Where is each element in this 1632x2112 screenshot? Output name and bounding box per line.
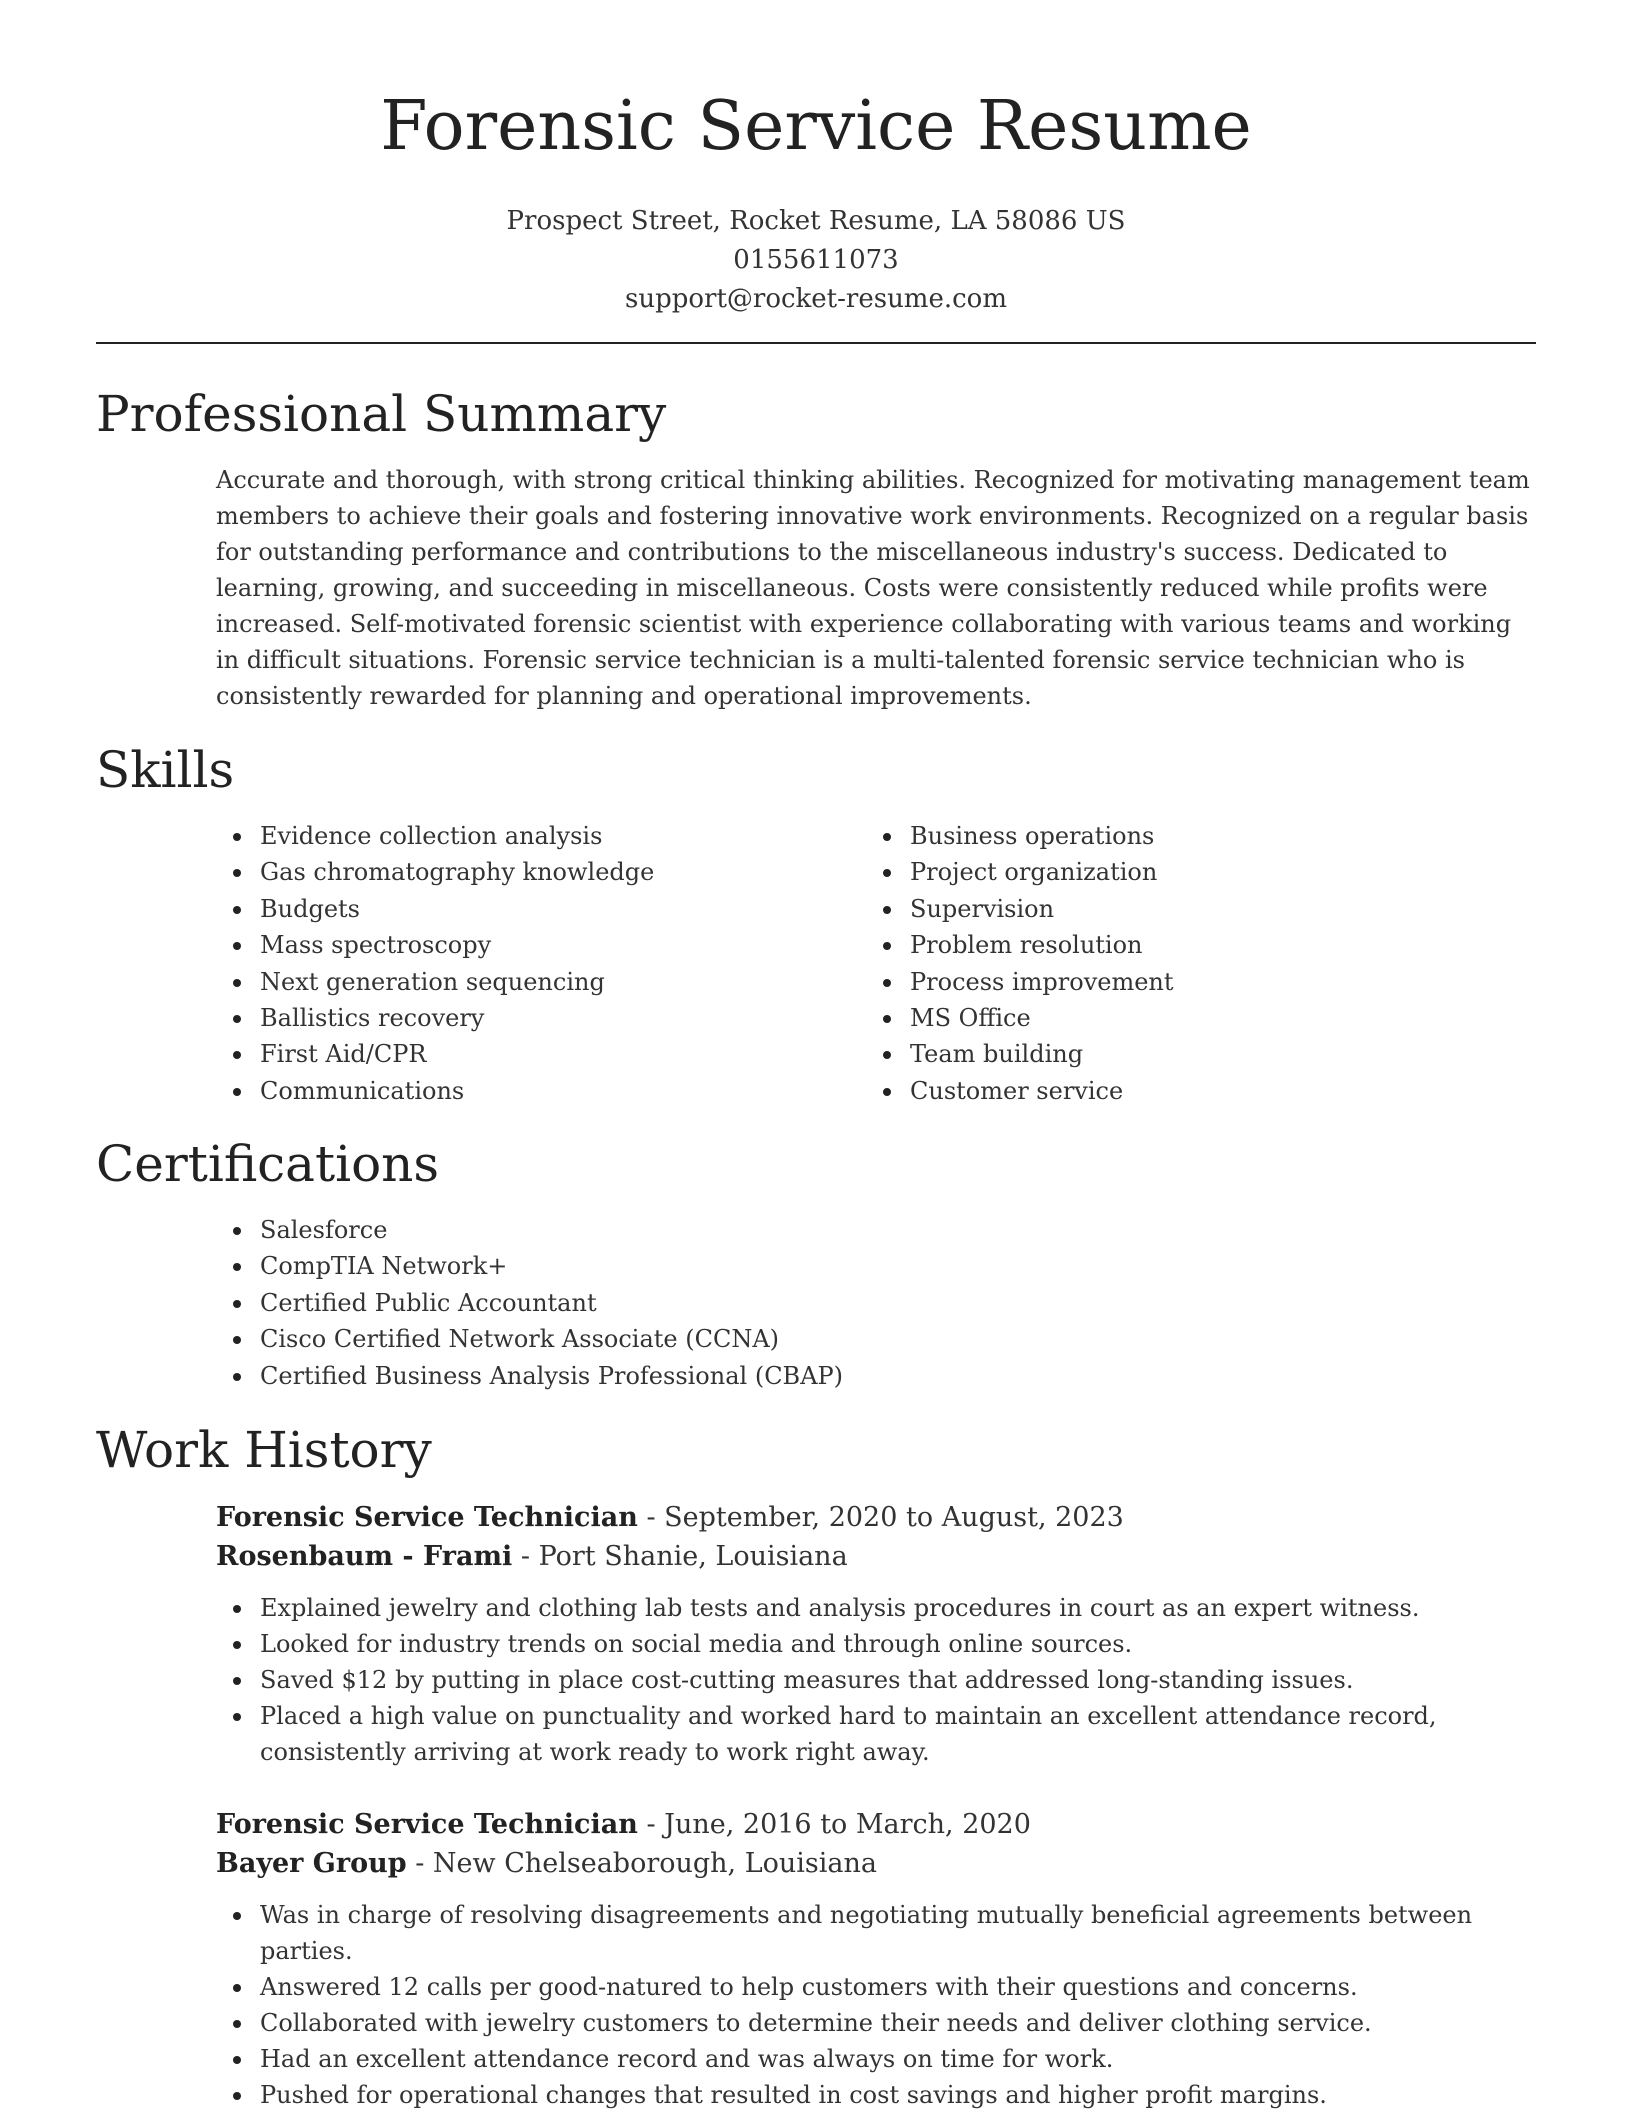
job-title: Forensic Service Technician xyxy=(216,1809,638,1840)
certification-item: Salesforce xyxy=(216,1212,1536,1248)
summary-text: Accurate and thorough, with strong critical thinking abilities. Recognized for motivating management team members to achieve their goals and fostering innovative work environments. Recognized on a regular basis for outstanding performance and contributions to the miscellaneous industry's success. Dedicated to learning, growing, and succeeding in miscellaneous. Costs were consistently reduced while profits were increased. Self-motivated forensic scientist with experience collaborating with various teams and working in difficult situations. Forensic service technician is a multi-talented forensic service technician who is consistently rewarded for planning and operational improvements. xyxy=(216,466,1530,710)
skill-item: Evidence collection analysis xyxy=(216,818,856,854)
email: support@rocket-resume.com xyxy=(624,284,1007,314)
job-bullet: Had an excellent attendance record and was always on time for work. xyxy=(216,2041,1536,2077)
certifications-list xyxy=(216,1212,1536,1394)
job-bullet: Explained jewelry and clothing lab tests and analysis procedures in court as an expert witness. xyxy=(216,1590,1536,1626)
job-location: - Port Shanie, Louisiana xyxy=(512,1541,848,1572)
skill-item: First Aid/CPR xyxy=(216,1036,856,1072)
skill-item: Budgets xyxy=(216,891,856,927)
skill-item: Gas chromatography knowledge xyxy=(216,854,856,890)
certification-item: Cisco Certified Network Associate (CCNA) xyxy=(216,1321,1536,1357)
job-title: Forensic Service Technician xyxy=(216,1502,638,1533)
skills-column-right xyxy=(866,818,1506,1109)
job-company: Bayer Group xyxy=(216,1848,407,1879)
job-bullet: Placed a high value on punctuality and worked hard to maintain an excellent attendance record, consistently arriving at work ready to work right away. xyxy=(216,1698,1536,1770)
skill-item: Process improvement xyxy=(866,964,1506,1000)
skill-item: MS Office xyxy=(866,1000,1506,1036)
job-company: Rosenbaum - Frami xyxy=(216,1541,513,1572)
skill-item: Team building xyxy=(866,1036,1506,1072)
job-bullet: Collaborated with jewelry customers to determine their needs and deliver clothing service. xyxy=(216,2005,1536,2041)
work-history-heading: Work History xyxy=(96,1421,432,1479)
job-title-line xyxy=(216,1498,1536,1537)
job-company-line xyxy=(216,1844,1536,1883)
skill-item: Problem resolution xyxy=(866,927,1506,963)
job-bullet: Saved $12 by putting in place cost-cutting measures that addressed long-standing issues. xyxy=(216,1662,1536,1698)
job-title-line xyxy=(216,1805,1536,1844)
skill-item: Business operations xyxy=(866,818,1506,854)
job-bullet: Looked for industry trends on social media and through online sources. xyxy=(216,1626,1536,1662)
certification-item: Certified Public Accountant xyxy=(216,1285,1536,1321)
job-entry xyxy=(216,1805,1536,2112)
job-bullet: Pushed for operational changes that resulted in cost savings and higher profit margins. xyxy=(216,2077,1536,2112)
skill-item: Supervision xyxy=(866,891,1506,927)
skill-item: Communications xyxy=(216,1073,856,1109)
resume-header xyxy=(96,82,1536,319)
address: Prospect Street, Rocket Resume, LA 58086 US xyxy=(506,206,1126,236)
skill-item: Project organization xyxy=(866,854,1506,890)
skills-heading: Skills xyxy=(96,741,235,799)
summary-heading: Professional Summary xyxy=(96,385,667,443)
skills-column-left xyxy=(216,818,856,1109)
job-entry xyxy=(216,1498,1536,1770)
header-divider xyxy=(96,342,1536,344)
skill-item: Next generation sequencing xyxy=(216,964,856,1000)
skill-item: Mass spectroscopy xyxy=(216,927,856,963)
job-dates: - September, 2020 to August, 2023 xyxy=(637,1502,1124,1533)
job-location: - New Chelseaborough, Louisiana xyxy=(406,1848,877,1879)
certification-item: Certified Business Analysis Professional (CBAP) xyxy=(216,1358,1536,1394)
phone: 0155611073 xyxy=(733,245,899,275)
job-bullet: Answered 12 calls per good-natured to help customers with their questions and concerns. xyxy=(216,1969,1536,2005)
skill-item: Ballistics recovery xyxy=(216,1000,856,1036)
resume-name: Forensic Service Resume xyxy=(380,87,1252,166)
job-bullet: Was in charge of resolving disagreements and negotiating mutually beneficial agreements between parties. xyxy=(216,1897,1536,1969)
certification-item: CompTIA Network+ xyxy=(216,1248,1536,1284)
certifications-heading: Certifications xyxy=(96,1135,440,1193)
skill-item: Customer service xyxy=(866,1073,1506,1109)
job-company-line xyxy=(216,1537,1536,1576)
job-dates: - June, 2016 to March, 2020 xyxy=(637,1809,1031,1840)
